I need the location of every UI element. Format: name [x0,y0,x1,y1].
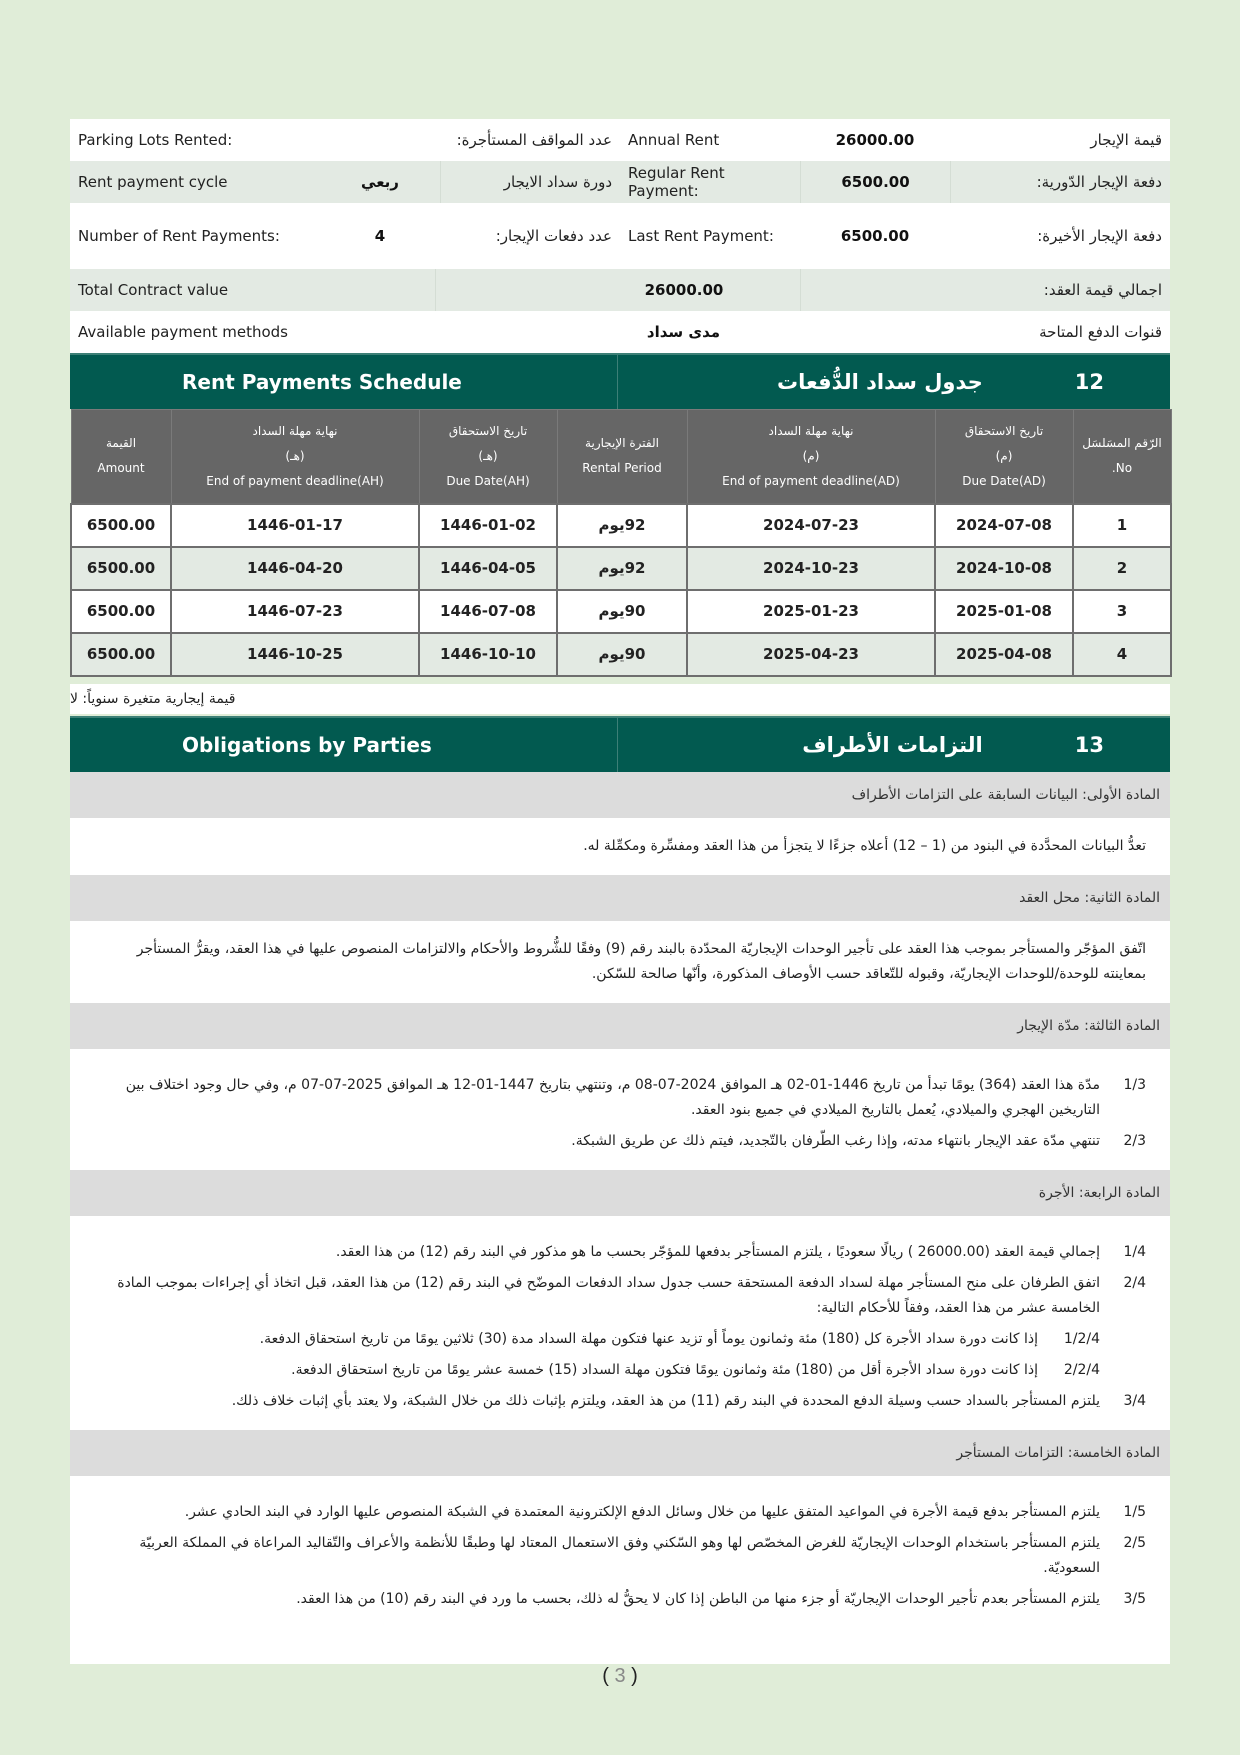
header-en: Rental Period [582,461,662,476]
clause-number: 2/2/4 [1063,1361,1100,1378]
col-header-amount [71,410,171,504]
article-title: المادة الأولى: البيانات السابقة على التزامات الأطراف [70,772,1170,818]
article-body [70,818,1170,875]
clause-number: 2/4 [1123,1274,1146,1291]
value: 6500.00 [800,161,950,203]
summary-row-payments-count [70,203,1170,269]
header-mid: (م) [802,448,820,463]
clause-text: يلتزم المستأجر بعدم تأجير الوحدات الإيجاريّة أو جزء منها من الباطن إذا كان لا يحقُّ له ذلك، بحسب ما ورد في البند رقم (10) من هذا العقد. [296,1590,1100,1607]
clause [94,834,1146,859]
article-body [70,1216,1170,1430]
label-ar: اجمالي قيمة العقد: [800,269,1170,311]
cell-due-ah: 1446-01-02 [419,504,557,547]
header-ar: تاريخ الاستحقاق [448,423,528,438]
clause-number: 1/2/4 [1063,1330,1100,1347]
header-mid: (م) [995,448,1013,463]
label-en: Last Rent Payment: [628,227,774,245]
section-title-en: Obligations by Parties [70,718,618,772]
clause-number: 2/5 [1123,1534,1146,1551]
article-title: المادة الثانية: محل العقد [70,875,1170,921]
clause [94,937,1146,987]
clause-number: 1/4 [1123,1243,1146,1260]
clause-number: 2/3 [1123,1132,1146,1149]
page-number [0,1665,1240,1688]
cell-end-ah: 1446-04-20 [171,547,419,590]
clause [94,1129,1146,1154]
value [320,119,440,161]
clause [94,1358,1146,1383]
clause-number: 1/5 [1123,1503,1146,1520]
cell-due-ad: 2025-01-08 [935,590,1073,633]
header-en: Due Date(AD) [962,473,1046,488]
header-en: .No [1111,461,1133,476]
clause [94,1327,1146,1352]
payments-schedule-table [70,409,1172,677]
clause-number: 1/3 [1123,1076,1146,1093]
section-title-ar: جدول سداد الدُّفعات [777,370,983,394]
cell-period: 92يوم [557,547,687,590]
label-en: Regular Rent Payment: [628,164,725,200]
col-header-due-ad [935,410,1073,504]
header-ar: تاريخ الاستحقاق [964,423,1044,438]
col-header-end-ah [171,410,419,504]
label-ar: دفعة الإيجار الدّورية: [950,161,1170,203]
clause-text: يلتزم المستأجر بالسداد حسب وسيلة الدفع المحددة في البند رقم (11) من هذ العقد، ويلتزم بإثبات ذلك من خلال الشبكة، ولا يعتد بأي إثبات خلاف ذلك. [231,1392,1100,1409]
cell-due-ad: 2024-07-08 [935,504,1073,547]
table-row [71,504,1171,547]
clause [94,1587,1146,1612]
cell-due-ad: 2024-10-08 [935,547,1073,590]
article-body [70,1049,1170,1170]
cell-amount: 6500.00 [71,547,171,590]
cell-end-ad: 2025-01-23 [687,590,935,633]
value: 26000.00 [435,269,800,311]
header-ar: الرّقم المسَلسَل [1082,436,1162,451]
obligations-articles [70,772,1170,1664]
header-ar: نهاية مهلة السداد [252,423,338,438]
clause [94,1389,1146,1414]
page-number-value: 3 [614,1665,626,1687]
header-en: Amount [97,461,145,476]
table-header-row [71,410,1171,504]
value: 26000.00 [835,131,915,149]
clause-number: 3/4 [1123,1392,1146,1409]
header-ar: نهاية مهلة السداد [768,423,854,438]
article-title: المادة الرابعة: الأجرة [70,1170,1170,1216]
col-header-end-ad [687,410,935,504]
cell-end-ad: 2024-10-23 [687,547,935,590]
clause-text: يلتزم المستأجر باستخدام الوحدات الإيجاريّة للغرض المخصّص لها وهو السّكني وفق الاستعمال المعتاد لها وطبقًا للأنظمة والأعراف والتّقاليد المراعاة في المملكة العربيّة السعوديّة. [139,1534,1100,1576]
value: 4 [374,227,386,245]
cell-end-ah: 1446-01-17 [171,504,419,547]
label-ar: عدد المواقف المستأجرة: [456,131,612,149]
clause-number: 3/5 [1123,1590,1146,1607]
cell-period: 90يوم [557,633,687,676]
section-title-en: Rent Payments Schedule [70,355,618,409]
page-number-open: ( [602,1665,615,1687]
page-number-close: ) [625,1665,638,1687]
cell-end-ad: 2024-07-23 [687,504,935,547]
section-number: 13 [1074,732,1104,757]
label-ar: دفعة الإيجار الأخيرة: [1037,227,1162,245]
summary-row-payment-cycle [70,161,1170,203]
clause-text: مدّة هذا العقد (364) يومًا تبدأ من تاريخ 1446-01-02 هـ الموافق 2024-07-08 م، وتنتهي بتاريخ 1447-01-12 هـ الموافق 2025-07-07 م، وفي حال وجود اختلاف بين التاريخين الهجري والميلادي، يُعمل بالتاريخ الميلادي في جميع بنود العقد. [125,1076,1100,1118]
clause [94,1073,1146,1123]
section-title-ar-group [618,718,1170,772]
clause-text: تعدُّ البيانات المحدَّدة في البنود من (1 – 12) أعلاه جزءًا لا يتجزأ من هذا العقد ومفسِّرة ومكمِّلة له. [583,837,1146,854]
header-ar: القيمة [105,436,137,451]
section-title-ar-group [618,355,1170,409]
label-ar: عدد دفعات الإيجار: [495,227,612,245]
value: مدى سداد [646,323,721,341]
label-en: Number of Rent Payments: [78,226,280,245]
value: 6500.00 [840,227,910,245]
clause-text: اتفق الطرفان على منح المستأجر مهلة لسداد الدفعة المستحقة حسب جدول سداد الدفعات الموضّح في البند رقم (12) من هذا العقد، قبل اتخاذ أي إجراءات بموجب المادة الخامسة عشر من هذا العقد، وفقاً للأحكام التالية: [117,1274,1100,1316]
label-en: Total Contract value [78,281,229,299]
clause-text: تنتهي مدّة عقد الإيجار بانتهاء مدته، وإذا رغب الطّرفان بالتّجديد، فيتم ذلك عن طريق الشبكة. [571,1132,1100,1149]
section-header-schedule [70,353,1170,409]
table-row [71,590,1171,633]
section-header-obligations [70,716,1170,772]
label-en: Annual Rent [628,131,720,149]
cell-due-ah: 1446-04-05 [419,547,557,590]
article-title: المادة الخامسة: التزامات المستأجر [70,1430,1170,1476]
col-header-no [1073,410,1171,504]
clause-text: إذا كانت دورة سداد الأجرة كل (180) مئة وثمانون يوماً أو تزيد عنها فتكون مهلة السداد مدة (30) ثلاثين يومًا من تاريخ استحقاق الدفعة. [259,1330,1038,1347]
clause-text: إجمالي قيمة العقد (26000.00 ) ريالًا سعوديًا ، يلتزم المستأجر بدفعها للمؤجّر بحسب ما هو مذكور في البند رقم (12) من هذا العقد. [335,1243,1100,1260]
cell-amount: 6500.00 [71,504,171,547]
label-ar: قيمة الإيجار [1090,131,1162,149]
cell-amount: 6500.00 [71,633,171,676]
table-row [71,547,1171,590]
label-en: Available payment methods [78,323,288,341]
variable-rent-note: قيمة إيجارية متغيرة سنوياً: لا [70,684,1170,714]
cell-no: 4 [1073,633,1171,676]
col-header-period [557,410,687,504]
clause [94,1271,1146,1321]
cell-end-ah: 1446-07-23 [171,590,419,633]
contract-page [70,119,1170,1664]
label-en: Rent payment cycle [78,173,228,191]
cell-no: 3 [1073,590,1171,633]
cell-due-ad: 2025-04-08 [935,633,1073,676]
header-en: End of payment deadline(AH) [206,473,384,488]
summary-row-payment-methods [70,311,1170,353]
value: ربعي [361,173,399,191]
summary-row-annual-rent [70,119,1170,161]
header-mid: (هـ) [285,448,305,463]
clause-text: اتّفق المؤجّر والمستأجر بموجب هذا العقد على تأجير الوحدات الإيجاريّة المحدّدة بالبند رقم (9) وفقًا للشُّروط والأحكام والالتزامات المنصوص عليها في هذا العقد، ويقرُّ المستأجر بمعاينته للوحدة/للوحدات الإيجاريّة، وقبوله للتّعاقد حسب الأوصاف المذكورة، وأنّها صالحة للسّكن. [136,940,1146,982]
cell-no: 1 [1073,504,1171,547]
clause-text: إذا كانت دورة سداد الأجرة أقل من (180) مئة وثمانون يومًا فتكون مهلة السداد (15) خمسة عشر يومًا من تاريخ استحقاق الدفعة. [291,1361,1038,1378]
clause [94,1500,1146,1525]
summary-table [70,119,1170,353]
label-en: Parking Lots Rented: [78,131,233,149]
article-body [70,921,1170,1003]
cell-due-ah: 1446-07-08 [419,590,557,633]
clause [94,1531,1146,1581]
cell-period: 90يوم [557,590,687,633]
table-row [71,633,1171,676]
cell-end-ah: 1446-10-25 [171,633,419,676]
cell-period: 92يوم [557,504,687,547]
summary-row-total [70,269,1170,311]
cell-due-ah: 1446-10-10 [419,633,557,676]
cell-end-ad: 2025-04-23 [687,633,935,676]
clause [94,1240,1146,1265]
cell-amount: 6500.00 [71,590,171,633]
article-body [70,1476,1170,1628]
header-en: Due Date(AH) [446,473,530,488]
clause-text: يلتزم المستأجر بدفع قيمة الأجرة في المواعيد المتفق عليها من خلال وسائل الدفع الإلكترونية المعتمدة في الشبكة المنصوص عليها الوارد في البند الحادي عشر. [184,1503,1100,1520]
label-ar: قنوات الدفع المتاحة [1039,323,1162,341]
col-header-due-ah [419,410,557,504]
section-title-ar: التزامات الأطراف [802,732,983,757]
header-mid: (هـ) [478,448,498,463]
article-title: المادة الثالثة: مدّة الإيجار [70,1003,1170,1049]
header-ar: الفترة الإيجارية [585,436,659,451]
cell-no: 2 [1073,547,1171,590]
section-number: 12 [1074,370,1104,394]
label-ar: دورة سداد الايجار [440,161,620,203]
header-en: End of payment deadline(AD) [722,473,900,488]
